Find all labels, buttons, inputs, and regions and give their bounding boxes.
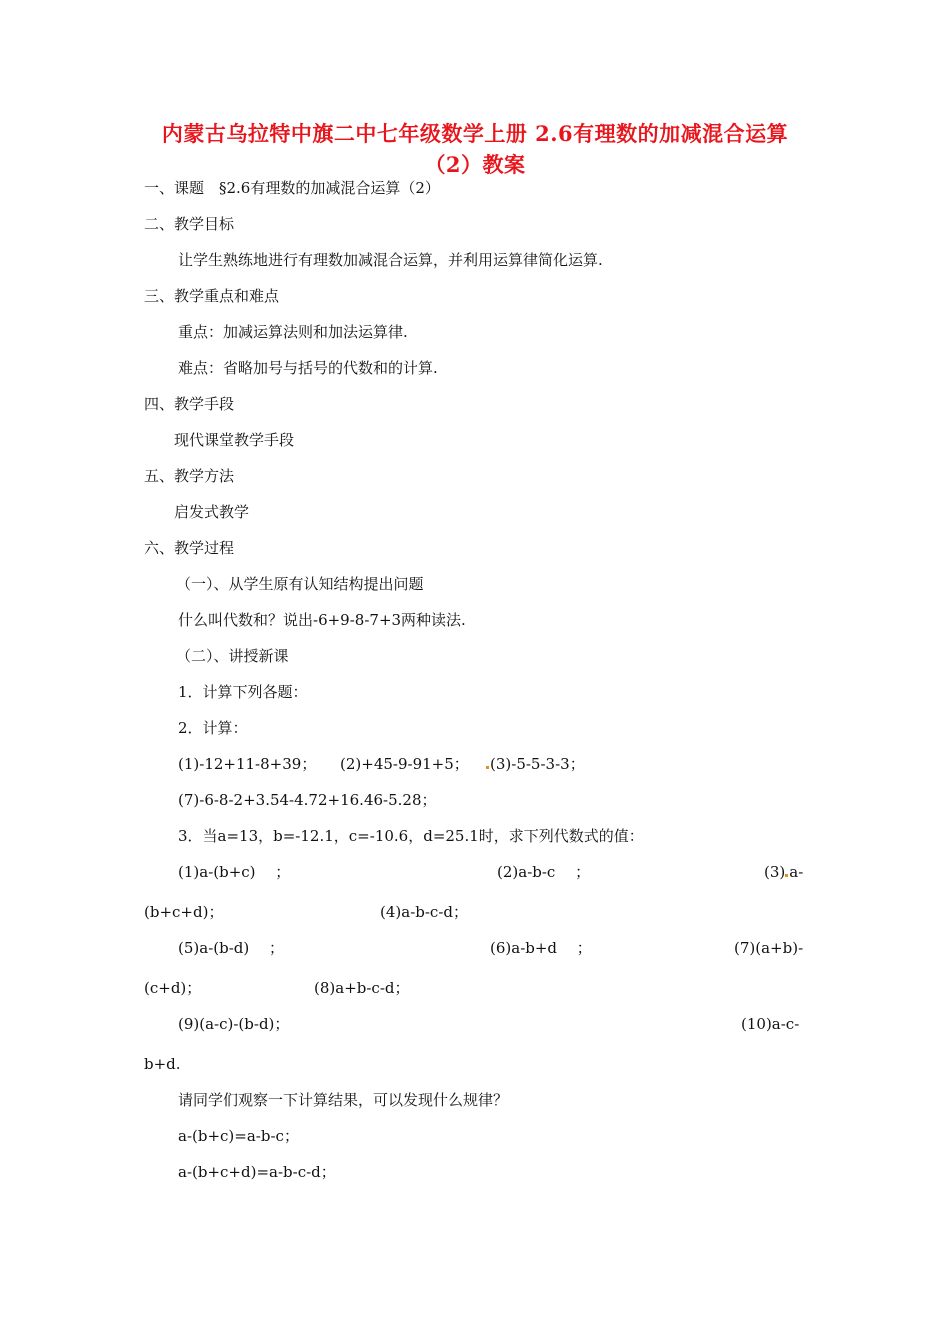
question-3: 3．当a=13，b=-12.1，c=-10.6，d=25.1时，求下列代数式的值： — [178, 827, 644, 845]
question-2: 2．计算： — [178, 719, 248, 737]
exercise-2-2: (2)+45-9-91+5； — [340, 755, 469, 773]
section-keypoint: 重点：加减运算法则和加法运算律. — [178, 323, 408, 341]
exercise-2-1: (1)-12+11-8+39； — [178, 755, 317, 773]
section-goals-body: 让学生熟练地进行有理数加减混合运算，并利用运算律简化运算. — [178, 251, 603, 269]
section-process-heading: 六、教学过程 — [144, 539, 235, 557]
expression-9: (9)(a-c)-(b-d)； — [178, 1015, 290, 1033]
section-method-heading: 五、教学方法 — [144, 467, 235, 485]
expression-3-continued: (b+c+d)； — [144, 903, 224, 921]
section-means-heading: 四、教学手段 — [144, 395, 235, 413]
section-method-body: 启发式教学 — [174, 503, 250, 521]
exercise-2-7: (7)-6-8-2+3.54-4.72+16.46-5.28； — [178, 791, 437, 809]
expression-7-start: (7)(a+b)- — [734, 939, 804, 957]
expression-1: (1)a-(b+c) ； — [178, 863, 291, 881]
expression-4: (4)a-b-c-d； — [380, 903, 469, 921]
expression-7-continued: (c+d)； — [144, 979, 202, 997]
document-title — [120, 118, 830, 180]
expression-10-continued: b+d. — [144, 1055, 181, 1073]
expression-8: (8)a+b-c-d； — [314, 979, 410, 997]
rule-2: a-(b+c+d)=a-b-c-d； — [178, 1163, 336, 1181]
section-goals-heading: 二、教学目标 — [144, 215, 235, 233]
stray-mark — [785, 874, 788, 877]
expression-3-start: (3) a- — [764, 863, 804, 881]
process-part2-heading: （二）、讲授新课 — [176, 647, 289, 665]
expression-2: (2)a-b-c ； — [497, 863, 591, 881]
expression-6: (6)a-b+d ； — [490, 939, 592, 957]
section-means-body: 现代课堂教学手段 — [174, 431, 295, 449]
expression-5: (5)a-(b-d) ； — [178, 939, 285, 957]
section-keypoints-heading: 三、教学重点和难点 — [144, 287, 280, 305]
rule-1: a-(b+c)=a-b-c； — [178, 1127, 299, 1145]
section-topic: 一、课题 §2.6有理数的加减混合运算（2） — [144, 179, 440, 197]
exercise-2-3: (3)-5-5-3-3； — [486, 754, 585, 774]
process-part1-body: 什么叫代数和？说出-6+9-8-7+3两种读法. — [178, 611, 466, 629]
stray-mark — [486, 766, 489, 769]
question-1: 1．计算下列各题： — [178, 683, 308, 701]
process-part1-heading: （一）、从学生原有认知结构提出问题 — [176, 575, 424, 593]
section-difficulty: 难点：省略加号与括号的代数和的计算. — [178, 359, 438, 377]
title-line-1: 内蒙古乌拉特中旗二中七年级数学上册 2.6有理数的加减混合运算 — [161, 121, 789, 146]
expression-10-start: (10)a-c- — [741, 1015, 800, 1033]
observe-prompt: 请同学们观察一下计算结果，可以发现什么规律？ — [178, 1091, 509, 1109]
title-line-2: （2）教案 — [424, 152, 526, 177]
